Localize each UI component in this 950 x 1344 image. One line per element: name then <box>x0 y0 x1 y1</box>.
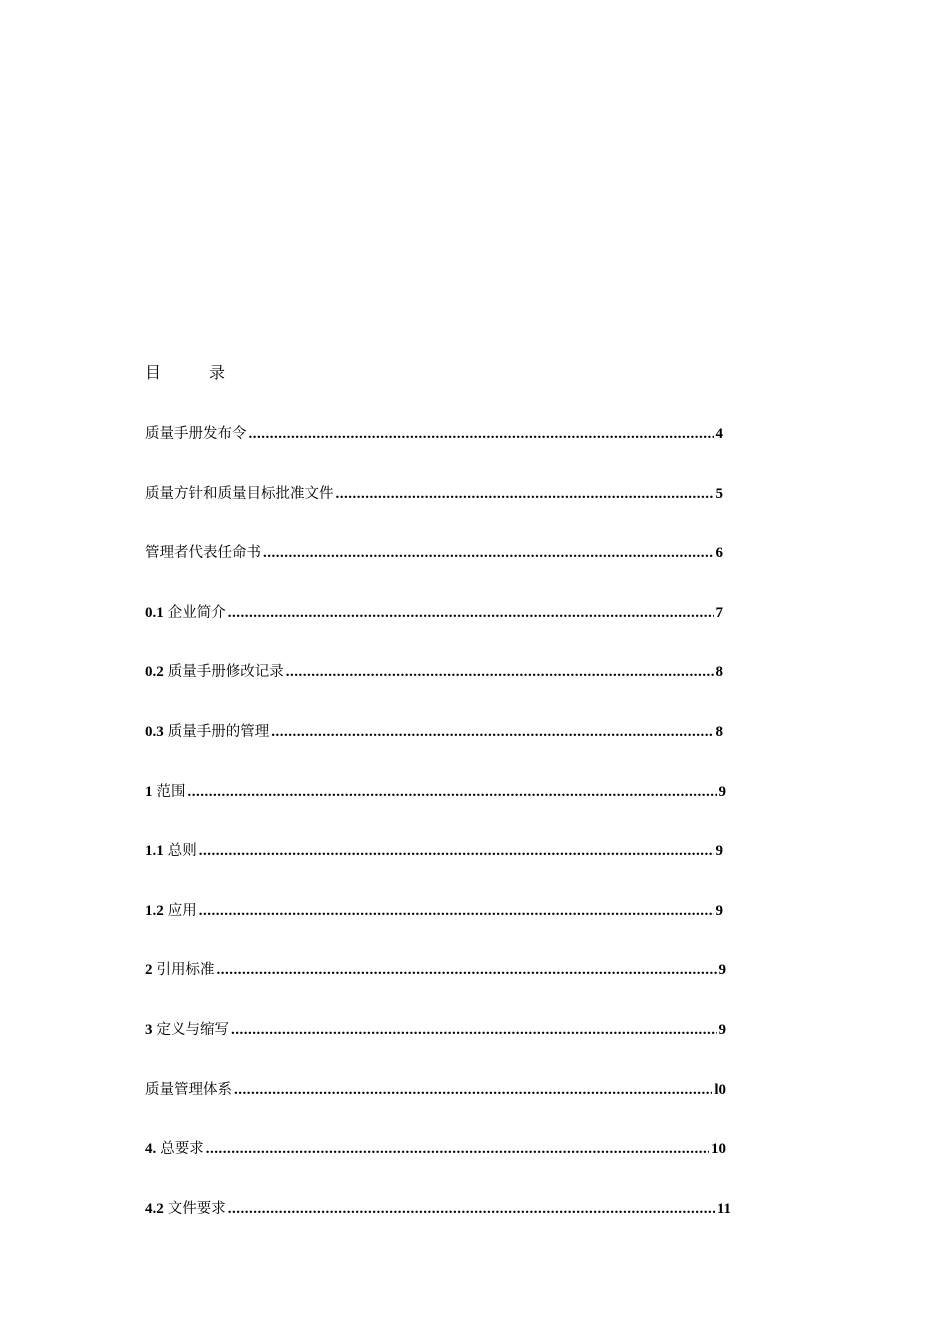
toc-entry[interactable] <box>145 423 723 483</box>
toc-entry-label: 质量方针和质量目标批准文件 <box>145 485 334 502</box>
toc-title-char-1: 目 <box>145 363 162 382</box>
toc-entry[interactable] <box>145 1198 731 1258</box>
toc-entry-number: 0.1 <box>145 604 164 621</box>
toc-dot-leader <box>217 959 717 981</box>
toc-entry-number: 1 <box>145 783 153 800</box>
toc-entry-label: 企业简介 <box>167 604 226 621</box>
toc-entry[interactable] <box>145 900 723 960</box>
toc-entry-label: 总要求 <box>160 1141 204 1158</box>
toc-entry-label: 定义与缩写 <box>156 1021 229 1038</box>
toc-entry[interactable] <box>145 661 723 721</box>
toc-dot-leader <box>271 721 713 743</box>
toc-entry-page: 4 <box>715 426 723 442</box>
toc-entry-page: 7 <box>715 604 723 621</box>
toc-dot-leader <box>206 1138 709 1160</box>
toc-entry[interactable] <box>145 1019 726 1079</box>
toc-dot-leader <box>231 1019 717 1041</box>
toc-entry-page: 9 <box>718 1021 726 1038</box>
toc-entry[interactable] <box>145 483 723 543</box>
toc-entry-page: 6 <box>715 545 723 562</box>
toc-entry-page: 10 <box>711 1141 726 1158</box>
toc-entry[interactable] <box>145 721 723 781</box>
toc-entry-page: 9 <box>715 902 723 919</box>
toc-list <box>145 423 731 1257</box>
toc-entry[interactable] <box>145 602 723 662</box>
toc-entry-page: 5 <box>715 485 723 502</box>
toc-entry-number: 2 <box>145 962 153 979</box>
toc-entry-page: 9 <box>718 962 726 979</box>
toc-entry-number: 4.2 <box>145 1200 164 1217</box>
toc-dot-leader <box>199 900 714 922</box>
toc-entry-label: 应用 <box>167 902 197 919</box>
toc-dot-leader <box>336 483 714 505</box>
toc-entry[interactable] <box>145 1079 726 1139</box>
toc-entry[interactable] <box>145 1138 726 1198</box>
toc-dot-leader <box>228 602 714 624</box>
toc-entry-number: 1.2 <box>145 902 164 919</box>
toc-entry-page: 9 <box>718 783 726 800</box>
toc-dot-leader <box>249 423 714 445</box>
toc-entry-page: 9 <box>715 843 723 860</box>
toc-title <box>145 362 225 384</box>
toc-entry-page: 11 <box>716 1200 731 1217</box>
toc-entry-number: 3 <box>145 1021 153 1038</box>
toc-entry[interactable] <box>145 542 723 602</box>
toc-entry-label: 管理者代表任命书 <box>145 545 261 562</box>
toc-entry-label: 总则 <box>167 843 197 860</box>
toc-entry-label: 范围 <box>156 783 186 800</box>
toc-entry-label: 质量手册发布令 <box>145 426 247 442</box>
toc-dot-leader <box>286 661 714 683</box>
toc-dot-leader <box>228 1198 715 1220</box>
toc-entry-page: 8 <box>715 723 723 740</box>
toc-title-char-2: 录 <box>209 363 226 382</box>
toc-entry[interactable] <box>145 959 726 1019</box>
toc-dot-leader <box>188 781 717 803</box>
toc-dot-leader <box>199 840 714 862</box>
toc-entry-number: 0.2 <box>145 664 164 681</box>
toc-entry-page: 8 <box>715 664 723 681</box>
toc-entry-page: l0 <box>714 1081 726 1098</box>
toc-entry-label: 质量手册的管理 <box>167 723 270 740</box>
toc-entry-label: 引用标准 <box>156 962 215 979</box>
toc-entry-number: 1.1 <box>145 843 164 860</box>
toc-entry-number: 4. <box>145 1141 157 1158</box>
toc-entry-label: 质量手册修改记录 <box>167 664 284 681</box>
toc-entry[interactable] <box>145 840 723 900</box>
toc-dot-leader <box>263 542 714 564</box>
toc-entry[interactable] <box>145 781 726 841</box>
toc-entry-label: 质量管理体系 <box>145 1081 232 1098</box>
toc-dot-leader <box>234 1079 712 1101</box>
toc-entry-number: 0.3 <box>145 723 164 740</box>
toc-entry-label: 文件要求 <box>167 1200 226 1217</box>
